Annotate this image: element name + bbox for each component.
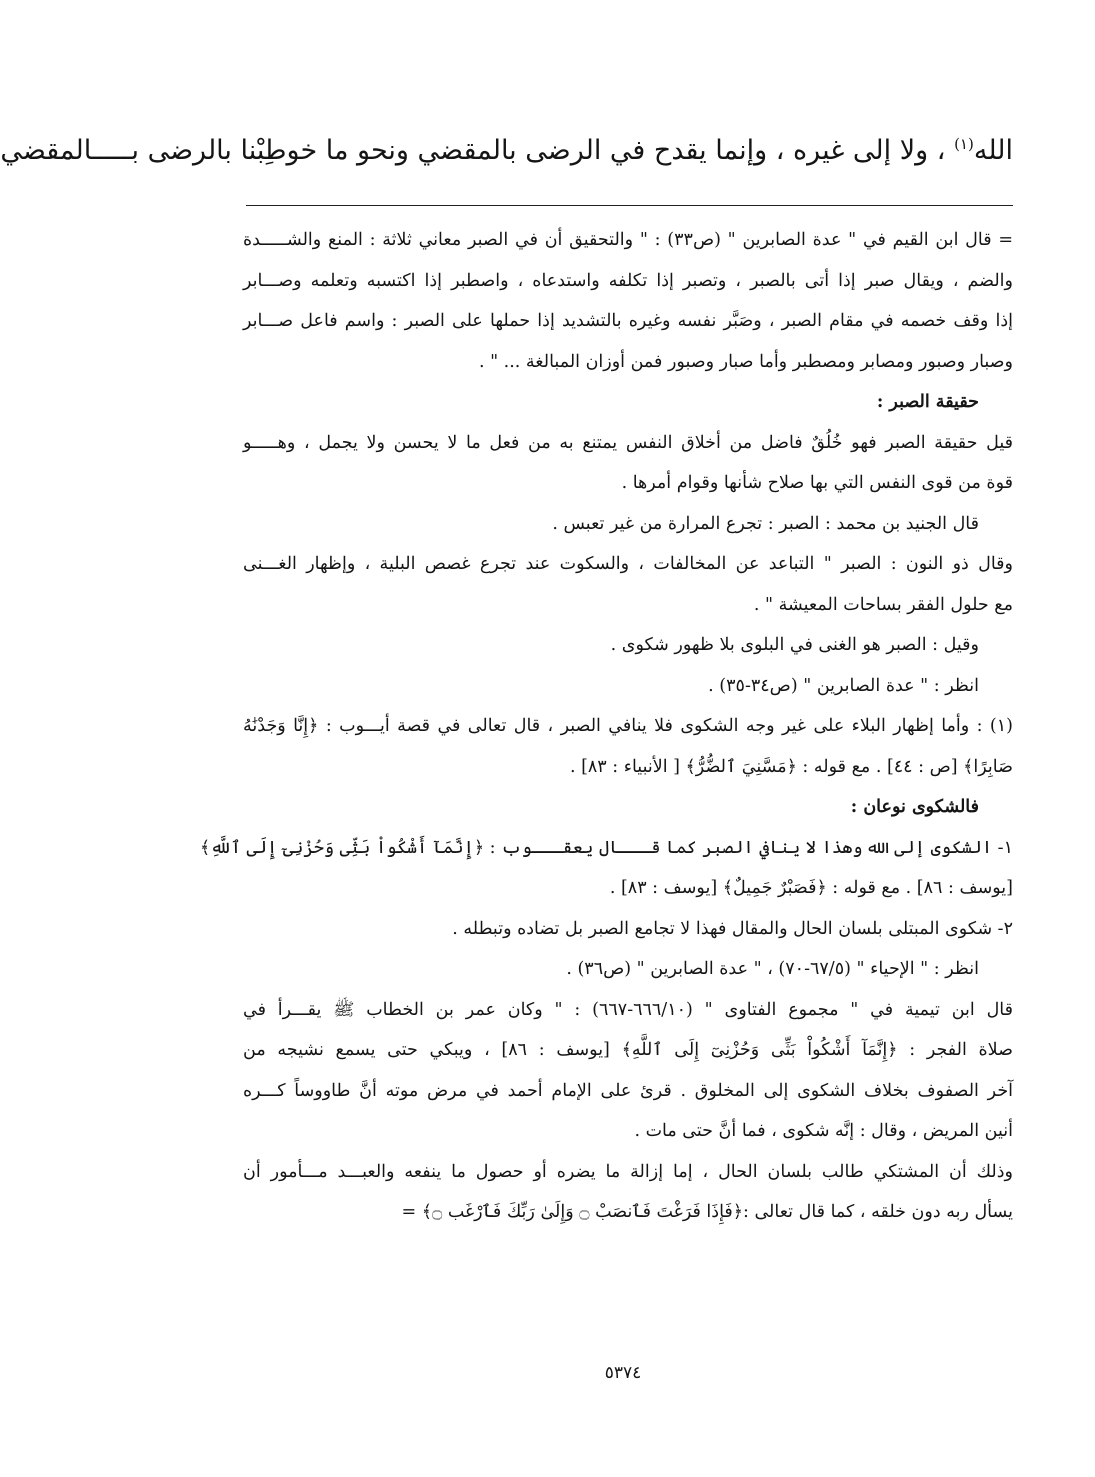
footnote-line: قال الجنيد بن محمد : الصبر : تجرع المرارة من غير تعبس . — [552, 513, 979, 534]
footnote-line: والضم ، ويقال صبر إذا أتى بالصبر ، وتصبر إذا تكلفه واستدعاه ، واصطبر إذا اكتسبه وتعلمه وصـــابر — [243, 270, 1013, 291]
section-heading: فالشكوى نوعان : — [850, 797, 979, 817]
section-heading: حقيقة الصبر : — [876, 392, 979, 412]
footnote-line: صَابِرًا﴾ [ص : ٤٤] . مع قوله : ﴿مَسَّنِيَ ٱلضُّرُّ﴾ [ الأنبياء : ٨٣] . — [569, 756, 1013, 777]
footnote-line: صلاة الفجر : ﴿إِنَّمَآ أَشْكُواْ بَثِّى وَحُزْنِىٓ إِلَى ٱللَّهِ﴾ [يوسف : ٨٦] ، ويبكي حتى يسمع نشيجه من — [243, 1040, 1013, 1060]
main-text-line — [0, 118, 1013, 177]
footnote-line: إذا وقف خصمه في مقام الصبر ، وصَبَّر نفسه وغيره بالتشديد إذا حملها على الصبر : واسم فاعل صـــابر — [243, 311, 1013, 331]
main-text-rest: ، ولا إلى غيره ، وإنما يقدح في الرضى بالمقضي ونحو ما خوطِبْنا بالرضى بـــــالمقضي — [0, 135, 946, 166]
footnote-line: قال ابن تيمية في " مجموع الفتاوى " (٦٦٦/١٠-٦٦٧) : " وكان عمر بن الخطاب ﷺ يقـــرأ في — [243, 999, 1014, 1020]
footnote-line: وذلك أن المشتكي طالب بلسان الحال ، إما إزالة ما يضره أو حصول ما ينفعه والعبـــد مـــأمور أن — [243, 1161, 1013, 1182]
footnote-line: قيل حقيقة الصبر فهو خُلُقٌ فاضل من أخلاق النفس يمتنع به من فعل ما لا يحسن ولا يجمل ، وهـــــو — [243, 432, 1013, 453]
footnote-reference[interactable]: (١) — [954, 135, 974, 153]
footnote-line: انظر : " الإحياء " (٦٧/٥-٧٠) ، " عدة الصابرين " (ص٣٦) . — [566, 959, 979, 979]
footnote-line: انظر : " عدة الصابرين " (ص٣٤-٣٥) . — [708, 675, 979, 696]
footnote-line: ٢- شكوى المبتلى بلسان الحال والمقال فهذا لا تجامع الصبر بل تضاده وتبطله . — [452, 918, 1013, 939]
footnote-line: أنين المريض ، وقال : إنَّه شكوى ، فما أنَّ حتى مات . — [634, 1121, 1013, 1141]
footnote-line: مع حلول الفقر بساحات المعيشة " . — [753, 594, 1013, 615]
footnote-line: = قال ابن القيم في " عدة الصابرين " (ص٣٣) : " والتحقيق أن في الصبر معاني ثلاثة : المنع والشـــــدة — [243, 230, 1014, 250]
page-number: ٥٣٧٤ — [604, 1363, 642, 1383]
footnote-1-line: (١) : وأما إظهار البلاء على غير وجه الشكوى فلا ينافي الصبر ، قال تعالى في قصة أيـــوب : ﴿إِنَّا وَجَدْنَٰهُ — [243, 716, 1013, 736]
footnote-line: [يوسف : ٨٦] . مع قوله : ﴿فَصَبْرٌ جَمِيلٌ﴾ [يوسف : ٨٣] . — [609, 878, 1013, 898]
main-text-start: الله — [973, 135, 1013, 166]
footnote-line: وقال ذو النون : الصبر " التباعد عن المخالفات ، والسكوت عند تجرع غصص البلية ، وإظهار الغـــنى — [243, 554, 1013, 574]
footnote-line: ١- الشكوى إلى الله وهذا لا ينافي الصبر كما قـــال يعقـــوب : ﴿إِنَّمَآ أَشْكُواْ بَثِّى وَحُزْنِىٓ إِلَى ٱللَّهِ﴾ — [199, 837, 1013, 858]
footnote-line: يسأل ربه دون خلقه ، كما قال تعالى :﴿فَإِذَا فَرَغْتَ فَٱنصَبْ ۝ وَإِلَىٰ رَبِّكَ فَٱرْغَب ۝﴾ = — [401, 1202, 1013, 1222]
footnote-line: وصبار وصبور ومصابر ومصطبر وأما صبار وصبور فمن أوزان المبالغة ... " . — [478, 351, 1013, 372]
footnote-line: قوة من قوى النفس التي بها صلاح شأنها وقوام أمرها . — [621, 473, 1013, 493]
footnote-separator — [246, 205, 1013, 206]
footnote-line: آخر الصفوف بخلاف الشكوى إلى المخلوق . قرئ على الإمام أحمد في مرض موته أنَّ طاووساً كـــره — [243, 1080, 1013, 1101]
footnotes-block — [199, 220, 1014, 1233]
footnote-line: وقيل : الصبر هو الغنى في البلوى بلا ظهور شكوى . — [610, 635, 979, 655]
